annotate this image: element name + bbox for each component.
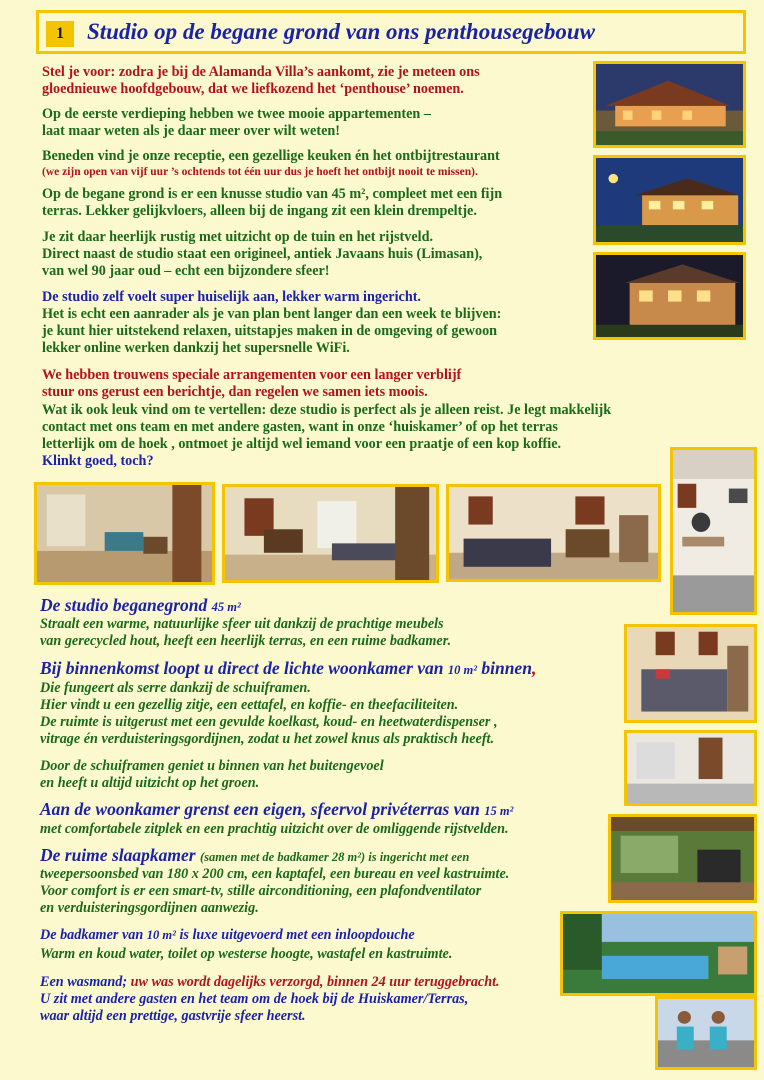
villa-lit-photo (593, 252, 746, 340)
section-living-text: Die fungeert als serre dankzij de schuiframen. Hier vindt u een gezellig zitje, een eettafel, en koffie- en theefaciliteiten. De ruimte is uitgerust met een gevulde koelkast, koud- en heetwaterdispenser , vitrage én verduisteringsgordijnen, zodat u het zowel knus als praktisch heeft. (40, 680, 498, 747)
intro-p5: Je zit daar heerlijk rustig met uitzicht op de tuin en het rijstveld. Direct naast de studio staat een origineel, antiek Javaans huis (Limasan), van wel 90 jaar oud – echt een bijzondere sfeer! (42, 229, 483, 279)
section-living-heading: Bij binnenkomst loopt u direct de lichte woonkamer van 10 m² binnen, (40, 658, 537, 678)
section-bedroom-text: tweepersoonsbed van 180 x 200 cm, een kaptafel, een bureau en veel kastruimte. Voor comfort is er een smart-tv, stille airconditioning, een plafondventilator en verduisteringsgordijnen aanwezig. (40, 866, 510, 916)
studio-bed-photo (446, 484, 661, 582)
section-living-text-2: Door de schuiframen geniet u binnen van het buitengevoel en heeft u altijd uitzicht op het groen. (40, 758, 384, 791)
opening-hours-note: (we zijn open van vijf uur ’s ochtends tot één uur dus je hoeft het ontbijt nooit te missen). (42, 166, 478, 178)
bathroom-sink-photo (670, 447, 757, 615)
intro-p3: Beneden vind je onze receptie, een gezellige keuken én het ontbijtrestaurant (we zijn open van vijf uur ’s ochtends tot één uur dus je hoeft het ontbijt nooit te missen). (42, 148, 500, 178)
scooters-photo (655, 996, 757, 1070)
intro-p7: We hebben trouwens speciale arrangementen voor een langer verblijf stuur ons gerust een berichtje, dan regelen we samen iets moois. (42, 367, 462, 400)
intro-p2: Op de eerste verdieping hebben we twee mooie appartementen – laat maar weten als je daar meer over wilt weten! (42, 106, 431, 139)
section-studio-text: Straalt een warme, natuurlijke sfeer uit dankzij de prachtige meubels van gerecycled hout, heeft een heerlijk terras, en een ruime badkamer. (40, 616, 451, 649)
section-laundry: Een wasmand; uw was wordt dagelijks verzorgd, binnen 24 uur teruggebracht. U zit met andere gasten en het team om de hoek bij de Huiskamer/Terras, waar altijd een prettige, gastvrije sfeer heerst. (40, 974, 500, 1024)
shower-photo (624, 730, 757, 806)
title-banner (36, 10, 746, 54)
section-bedroom-heading: De ruime slaapkamer (samen met de badkamer 28 m²) is ingericht met een (40, 845, 470, 865)
villa-night-photo (593, 155, 746, 245)
terrace-photo (608, 814, 757, 903)
studio-desk-photo (222, 484, 439, 583)
section-terrace-text: met comfortabele zitplek en een prachtig uitzicht over de omliggende rijstvelden. (40, 821, 509, 837)
page-number: 1 (46, 21, 74, 47)
section-studio-heading: De studio beganegrond 45 m² (40, 595, 241, 615)
intro-p1: Stel je voor: zodra je bij de Alamanda Villa’s aankomt, zie je meteen ons gloednieuwe hoofdgebouw, dat we liefkozend het ‘penthouse’ noemen. (42, 64, 480, 97)
page-title: Studio op de begane grond van ons penthousegebouw (87, 19, 595, 44)
section-bathroom-heading: De badkamer van 10 m² is luxe uitgevoerd met een inloopdouche (40, 927, 415, 943)
intro-p6: De studio zelf voelt super huiselijk aan, lekker warm ingericht. Het is echt een aanrader als je van plan bent langer dan een week te blijven: je kunt hier uitstekend relaxen, uitstapjes maken in de omgeving of gewoon lekker online werken dankzij het supersnelle WiFi. (42, 289, 502, 356)
villa-dusk-photo (593, 61, 746, 148)
pool-view-photo (560, 911, 757, 996)
bedroom-photo (624, 624, 757, 723)
section-bathroom-text: Warm en koud water, toilet op westerse hoogte, wastafel en kastruimte. (40, 946, 453, 962)
intro-p4: Op de begane grond is er een knusse studio van 45 m², compleet met een fijn terras. Lekker gelijkvloers, alleen bij de ingang zit een klein drempeltje. (42, 186, 503, 219)
living-room-photo (34, 482, 215, 585)
section-terrace-heading: Aan de woonkamer grenst een eigen, sfeervol privéterras van 15 m² (40, 799, 514, 819)
intro-p8: Wat ik ook leuk vind om te vertellen: deze studio is perfect als je alleen reist. Je legt makkelijk contact met ons team en met andere gasten, want in onze ‘huiskamer’ of op het terras letterlijk om de hoek , ontmoet je altijd wel iemand voor een praatje of een kop koffie. Klinkt goed, toch? (42, 402, 612, 469)
